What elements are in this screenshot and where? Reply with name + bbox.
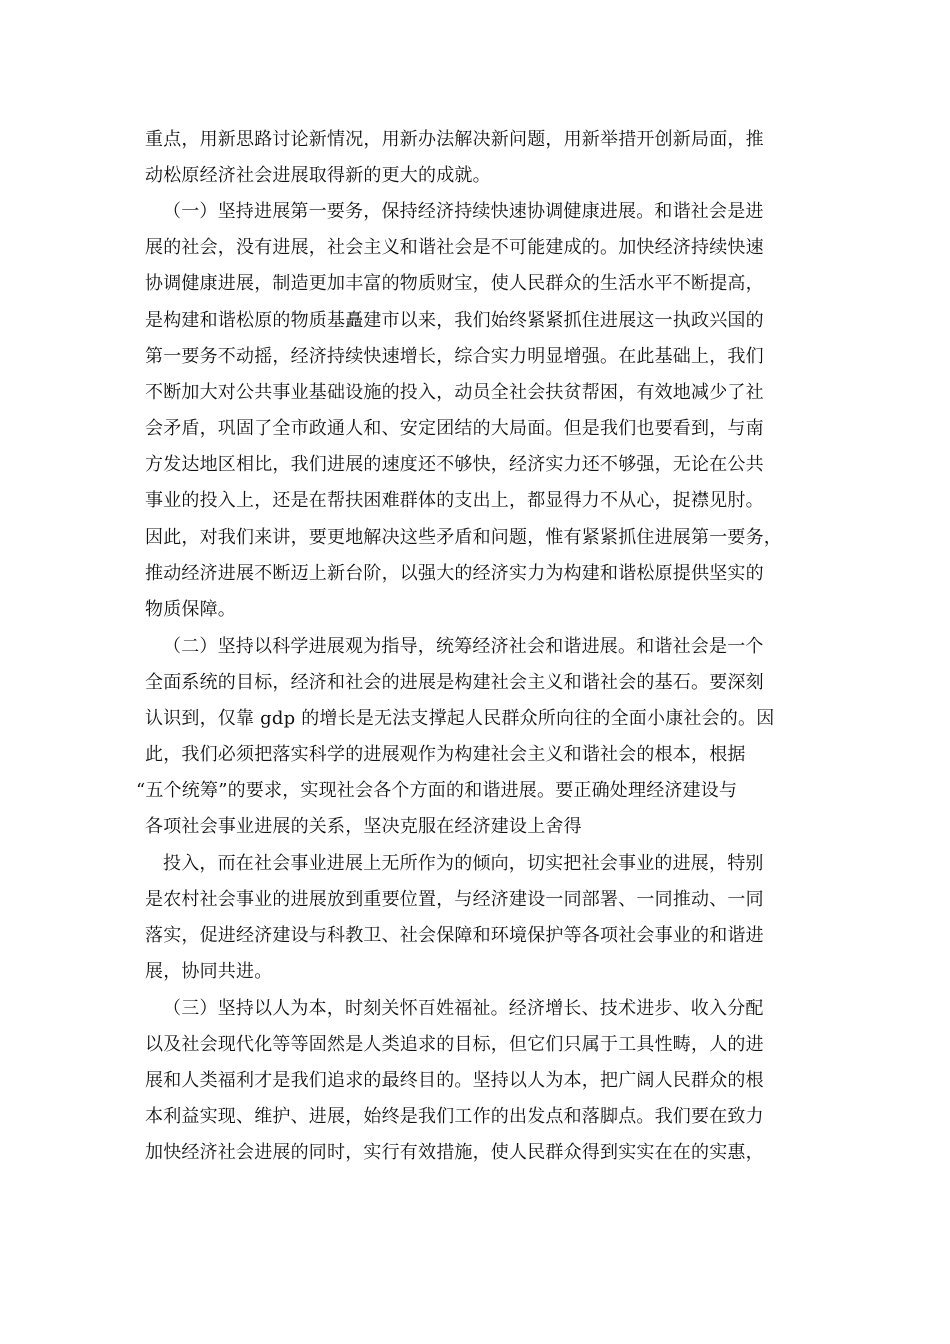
text-line: 展和人类福利才是我们追求的最终目的。坚持以人为本，把广阔人民群众的根 — [145, 1070, 764, 1091]
text-line: 展的社会，没有进展，社会主义和谐社会是不可能建成的。加快经济持续快速 — [145, 237, 764, 258]
text-line: 是农村社会事业的进展放到重要位置，与经济建设一同部署、一同推动、一同 — [145, 889, 764, 910]
text-line: 因此，对我们来讲，要更地解决这些矛盾和问题，惟有紧紧抓住进展第一要务， — [145, 527, 782, 548]
text-line: 落实，促进经济建设与科教卫、社会保障和环境保护等各项社会事业的和谐进 — [145, 925, 764, 946]
text-line: 以及社会现代化等等固然是人类追求的目标，但它们只属于工具性畴，人的进 — [145, 1034, 764, 1055]
text-line: 方发达地区相比，我们进展的速度还不够快，经济实力还不够强，无论在公共 — [145, 454, 764, 475]
text-line: 投入，而在社会事业进展上无所作为的倾向，切实把社会事业的进展，特别 — [163, 853, 764, 874]
text-line: 全面系统的目标，经济和社会的进展是构建社会主义和谐社会的基石。要深刻 — [145, 672, 764, 693]
text-line: 认识到，仅靠 gdp 的增长是无法支撑起人民群众所向往的全面小康社会的。因 — [145, 708, 775, 729]
text-line: 第一要务不动摇，经济持续快速增长，综合实力明显增强。在此基础上，我们 — [145, 346, 764, 367]
paragraph-1-first-line: （一）坚持进展第一要务，保持经济持续快速协调健康进展。和谐社会是进 — [163, 201, 764, 222]
text-line: 重点，用新思路讨论新情况，用新办法解决新问题，用新举措开创新局面，推 — [145, 129, 764, 150]
text-line: 展，协同共进。 — [145, 961, 273, 982]
text-line: 物质保障。 — [145, 599, 236, 620]
text-line: 是构建和谐松原的物质基矗建市以来，我们始终紧紧抓住进展这一执政兴国的 — [145, 310, 764, 331]
text-line: 不断加大对公共事业基础设施的投入，动员全社会扶贫帮困，有效地减少了社 — [145, 382, 764, 403]
text-line: 会矛盾，巩固了全市政通人和、安定团结的大局面。但是我们也要看到，与南 — [145, 418, 764, 439]
text-line: 加快经济社会进展的同时，实行有效措施，使人民群众得到实实在在的实惠， — [145, 1142, 764, 1163]
text-line: 动松原经济社会进展取得新的更大的成就。 — [145, 165, 491, 186]
text-line: 事业的投入上，还是在帮扶困难群体的支出上，都显得力不从心，捉襟见肘。 — [145, 490, 764, 511]
text-line: 本利益实现、维护、进展，始终是我们工作的出发点和落脚点。我们要在致力 — [145, 1106, 764, 1127]
text-line: “五个统筹”的要求，实现社会各个方面的和谐进展。要正确处理经济建设与 — [136, 780, 738, 801]
paragraph-2-first-line: （二）坚持以科学进展观为指导，统筹经济社会和谐进展。和谐社会是一个 — [163, 636, 764, 657]
text-line: 各项社会事业进展的关系，坚决克服在经济建设上舍得 — [145, 816, 582, 837]
text-line: 协调健康进展，制造更加丰富的物质财宝，使人民群众的生活水平不断提高， — [145, 273, 764, 294]
text-line: 推动经济进展不断迈上新台阶，以强大的经济实力为构建和谐松原提供坚实的 — [145, 563, 764, 584]
text-line: 此，我们必须把落实科学的进展观作为构建社会主义和谐社会的根本，根据 — [145, 744, 746, 765]
paragraph-3-first-line: （三）坚持以人为本，时刻关怀百姓福祉。经济增长、技术进步、收入分配 — [163, 998, 764, 1019]
